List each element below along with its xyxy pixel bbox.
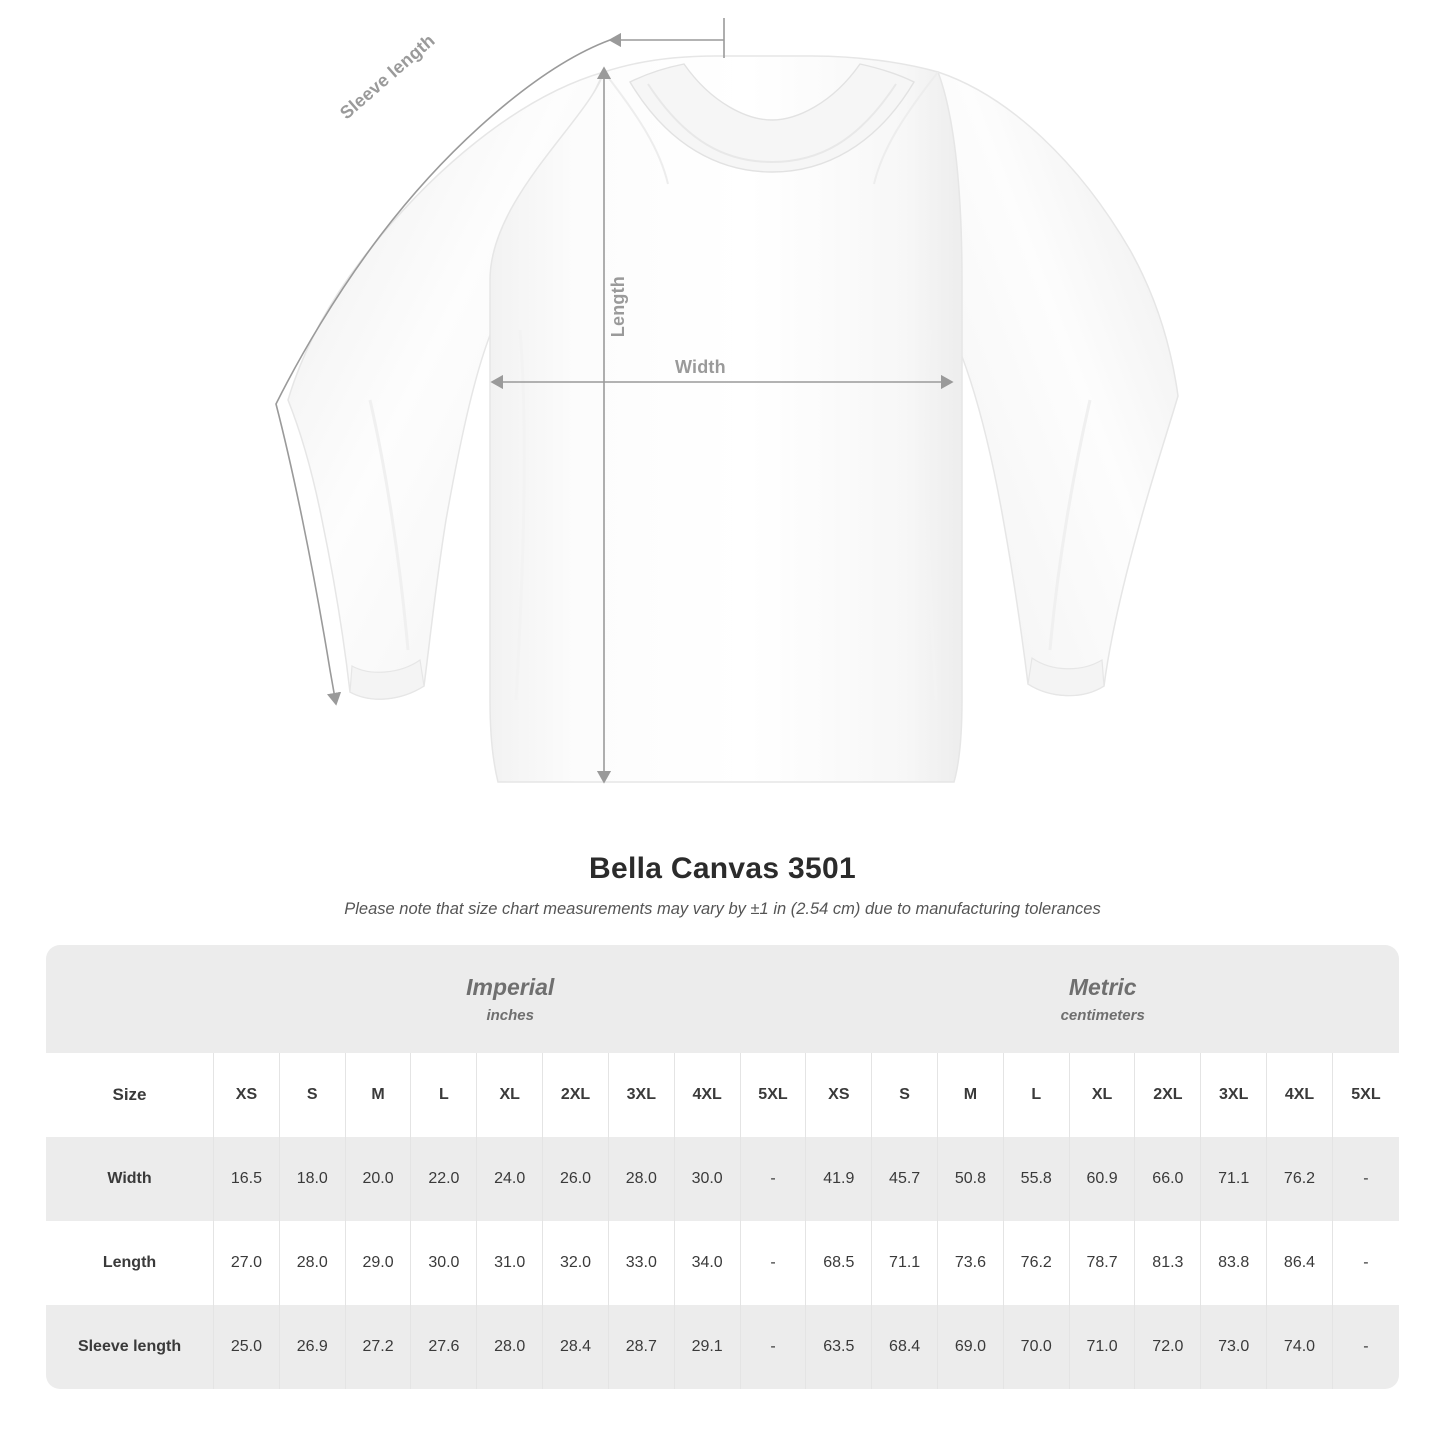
sleeve-imperial-s: 26.9 bbox=[280, 1305, 346, 1389]
length-metric-l: 76.2 bbox=[1004, 1221, 1070, 1305]
width-metric-4xl: 76.2 bbox=[1267, 1137, 1333, 1221]
table-row bbox=[46, 1305, 1399, 1389]
width-imperial-4xl: 30.0 bbox=[675, 1137, 741, 1221]
length-imperial-xl: 31.0 bbox=[477, 1221, 543, 1305]
size-col-metric-xs: XS bbox=[806, 1053, 872, 1137]
width-label: Width bbox=[675, 357, 726, 377]
length-label: Length bbox=[608, 276, 628, 338]
sleeve-imperial-m: 27.2 bbox=[346, 1305, 412, 1389]
title-block bbox=[0, 852, 1445, 919]
width-metric-xs: 41.9 bbox=[806, 1137, 872, 1221]
metric-group-header bbox=[806, 945, 1399, 1053]
width-imperial-l: 22.0 bbox=[411, 1137, 477, 1221]
size-header-cell: Size bbox=[46, 1053, 214, 1137]
sleeve-imperial-xl: 28.0 bbox=[477, 1305, 543, 1389]
length-metric-xl: 78.7 bbox=[1070, 1221, 1136, 1305]
sleeve-metric-s: 68.4 bbox=[872, 1305, 938, 1389]
width-metric-l: 55.8 bbox=[1004, 1137, 1070, 1221]
imperial-group-header bbox=[214, 945, 806, 1053]
imperial-label: Imperial bbox=[466, 974, 555, 1000]
table-row bbox=[46, 1137, 1399, 1221]
metric-sublabel: centimeters bbox=[1060, 1007, 1145, 1024]
width-imperial-3xl: 28.0 bbox=[609, 1137, 675, 1221]
size-chart-table bbox=[46, 945, 1399, 1389]
length-imperial-l: 30.0 bbox=[411, 1221, 477, 1305]
unit-corner-cell bbox=[46, 945, 214, 1053]
length-imperial-4xl: 34.0 bbox=[675, 1221, 741, 1305]
sleeve-metric-5xl: - bbox=[1333, 1305, 1399, 1389]
sleeve-length-label: Sleeve length bbox=[336, 30, 439, 124]
length-imperial-m: 29.0 bbox=[346, 1221, 412, 1305]
length-metric-2xl: 81.3 bbox=[1135, 1221, 1201, 1305]
width-metric-5xl: - bbox=[1333, 1137, 1399, 1221]
width-metric-3xl: 71.1 bbox=[1201, 1137, 1267, 1221]
size-col-imperial-5xl: 5XL bbox=[741, 1053, 807, 1137]
sleeve-metric-2xl: 72.0 bbox=[1135, 1305, 1201, 1389]
size-col-imperial-s: S bbox=[280, 1053, 346, 1137]
sleeve-imperial-xs: 25.0 bbox=[214, 1305, 280, 1389]
measurement-disclaimer: Please note that size chart measurements may vary by ±1 in (2.54 cm) due to manufacturing tolerances bbox=[344, 900, 1101, 918]
table-row bbox=[46, 1221, 1399, 1305]
sleeve-imperial-5xl: - bbox=[741, 1305, 807, 1389]
sleeve-metric-3xl: 73.0 bbox=[1201, 1305, 1267, 1389]
size-col-imperial-xs: XS bbox=[214, 1053, 280, 1137]
width-imperial-xs: 16.5 bbox=[214, 1137, 280, 1221]
length-metric-xs: 68.5 bbox=[806, 1221, 872, 1305]
row-label-length: Length bbox=[46, 1221, 214, 1305]
unit-header-row bbox=[46, 945, 1399, 1053]
size-col-metric-s: S bbox=[872, 1053, 938, 1137]
size-chart-container bbox=[46, 945, 1399, 1389]
length-imperial-2xl: 32.0 bbox=[543, 1221, 609, 1305]
size-col-metric-4xl: 4XL bbox=[1267, 1053, 1333, 1137]
length-metric-s: 71.1 bbox=[872, 1221, 938, 1305]
size-col-metric-3xl: 3XL bbox=[1201, 1053, 1267, 1137]
length-metric-m: 73.6 bbox=[938, 1221, 1004, 1305]
sleeve-imperial-l: 27.6 bbox=[411, 1305, 477, 1389]
sleeve-metric-xl: 71.0 bbox=[1070, 1305, 1136, 1389]
width-metric-m: 50.8 bbox=[938, 1137, 1004, 1221]
length-imperial-s: 28.0 bbox=[280, 1221, 346, 1305]
size-col-imperial-l: L bbox=[411, 1053, 477, 1137]
width-imperial-2xl: 26.0 bbox=[543, 1137, 609, 1221]
shirt-shape bbox=[288, 56, 1178, 782]
size-col-metric-xl: XL bbox=[1070, 1053, 1136, 1137]
imperial-sublabel: inches bbox=[486, 1007, 534, 1024]
sleeve-metric-xs: 63.5 bbox=[806, 1305, 872, 1389]
row-label-width: Width bbox=[46, 1137, 214, 1221]
width-imperial-s: 18.0 bbox=[280, 1137, 346, 1221]
size-col-imperial-xl: XL bbox=[477, 1053, 543, 1137]
size-col-metric-2xl: 2XL bbox=[1135, 1053, 1201, 1137]
length-imperial-3xl: 33.0 bbox=[609, 1221, 675, 1305]
size-header-row bbox=[46, 1053, 1399, 1137]
sleeve-imperial-2xl: 28.4 bbox=[543, 1305, 609, 1389]
sleeve-metric-4xl: 74.0 bbox=[1267, 1305, 1333, 1389]
size-col-imperial-2xl: 2XL bbox=[543, 1053, 609, 1137]
width-metric-2xl: 66.0 bbox=[1135, 1137, 1201, 1221]
width-imperial-m: 20.0 bbox=[346, 1137, 412, 1221]
size-col-metric-5xl: 5XL bbox=[1333, 1053, 1399, 1137]
size-col-imperial-4xl: 4XL bbox=[675, 1053, 741, 1137]
sleeve-imperial-4xl: 29.1 bbox=[675, 1305, 741, 1389]
size-col-metric-l: L bbox=[1004, 1053, 1070, 1137]
width-metric-xl: 60.9 bbox=[1070, 1137, 1136, 1221]
length-metric-3xl: 83.8 bbox=[1201, 1221, 1267, 1305]
row-label-sleeve-length: Sleeve length bbox=[46, 1305, 214, 1389]
size-col-imperial-3xl: 3XL bbox=[609, 1053, 675, 1137]
length-metric-5xl: - bbox=[1333, 1221, 1399, 1305]
page-title: Bella Canvas 3501 bbox=[589, 852, 856, 885]
width-imperial-5xl: - bbox=[741, 1137, 807, 1221]
width-imperial-xl: 24.0 bbox=[477, 1137, 543, 1221]
length-metric-4xl: 86.4 bbox=[1267, 1221, 1333, 1305]
length-imperial-5xl: - bbox=[741, 1221, 807, 1305]
size-col-metric-m: M bbox=[938, 1053, 1004, 1137]
sleeve-metric-m: 69.0 bbox=[938, 1305, 1004, 1389]
width-metric-s: 45.7 bbox=[872, 1137, 938, 1221]
sleeve-metric-l: 70.0 bbox=[1004, 1305, 1070, 1389]
size-col-imperial-m: M bbox=[346, 1053, 412, 1137]
metric-label: Metric bbox=[1068, 974, 1137, 1000]
sleeve-imperial-3xl: 28.7 bbox=[609, 1305, 675, 1389]
length-imperial-xs: 27.0 bbox=[214, 1221, 280, 1305]
